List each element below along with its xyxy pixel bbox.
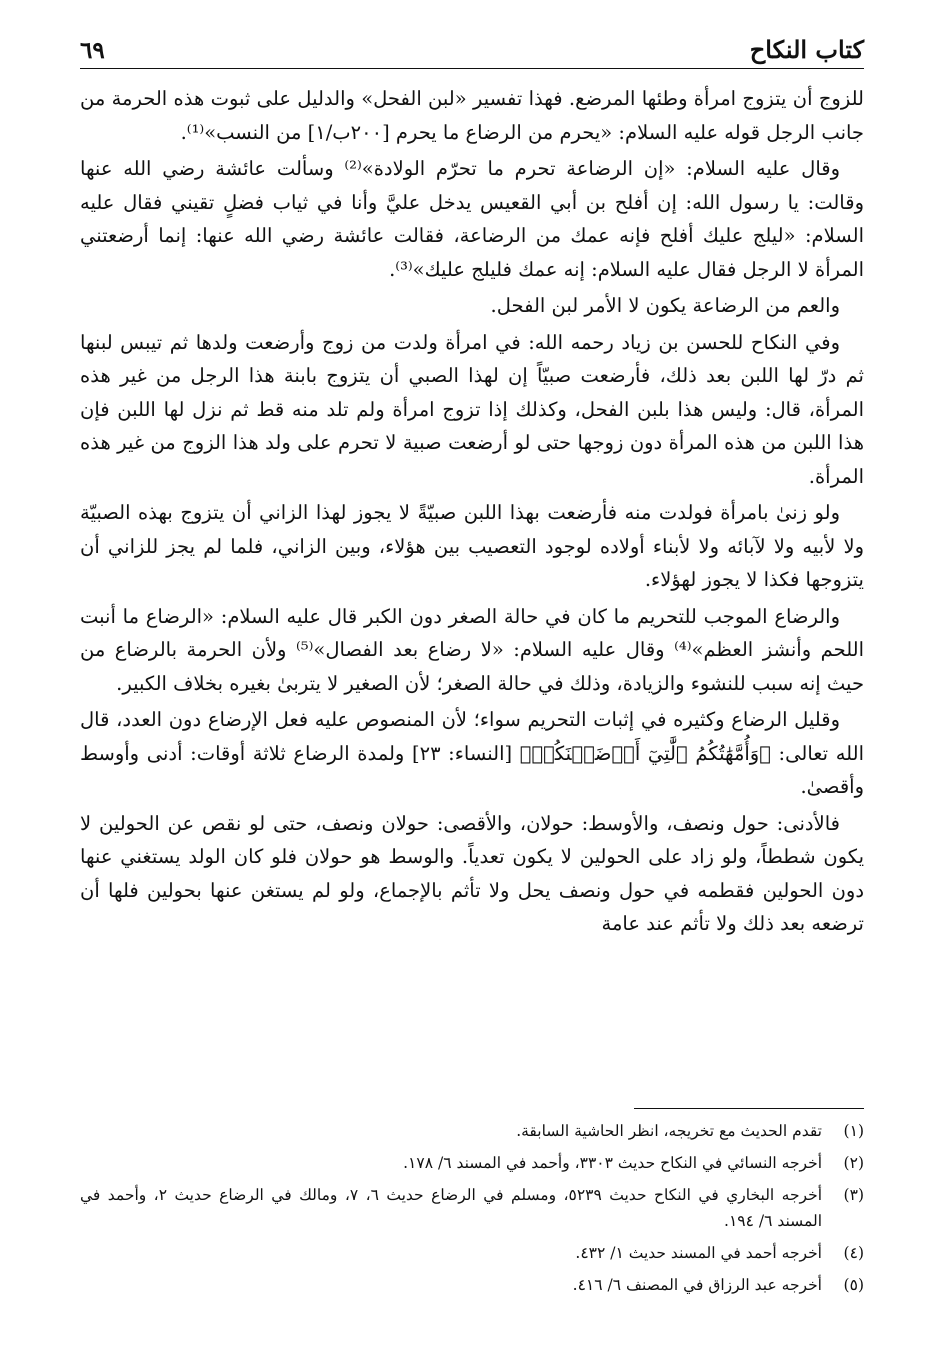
footnote xyxy=(80,1150,864,1176)
footnote-number: (٣) xyxy=(843,1186,864,1204)
body-text xyxy=(80,82,864,944)
paragraph: وقال عليه السلام: «إن الرضاعة تحرم ما تحرّم الولادة»⁽²⁾ وسألت عائشة رضي الله عنها وقالت: يا رسول الله: إن أفلح بن أبي القعيس يدخل عليَّ وأنا في ثياب فضلٍ تقيني فقال عليه السلام: «ليلج عليك أفلح فإنه عمك من الرضاعة، فقالت عائشة رضي الله عنها: إنما أرضعتني المرأة لا الرجل فقال عليه السلام: إنه عمك فليلج عليك»⁽³⁾. xyxy=(80,157,864,281)
footnote xyxy=(80,1240,864,1266)
paragraph: وقليل الرضاع وكثيره في إثبات التحريم سواء؛ لأن المنصوص عليه فعل الإرضاع دون العدد، قال الله تعالى: ﴿وَأُمَّهَٰتُكُمُ ٱلَّٰتِيٓ أَرۡضَعۡنَكُمۡ﴾ [النساء: ٢٣] ولمدة الرضاع ثلاثة أوقات: أدنى وأوسط وأقصىٰ. xyxy=(80,708,864,798)
footnote-separator xyxy=(634,1108,864,1109)
paragraph: ولو زنىٰ بامرأة فولدت منه فأرضعت بهذا اللبن صبيّةً لا يجوز لهذا الزاني أن يتزوج بهذه الصبيّة ولا لأبيه ولا لآبائه ولا لأبناء أولاده لوجود التعصيب بين هؤلاء، وبين الزاني، فلما لم يجز للزاني أن يتزوجها فكذا لا يجوز لهؤلاء. xyxy=(80,501,864,591)
footnote xyxy=(80,1118,864,1144)
footnote-text: أخرجه البخاري في النكاح حديث ٥٢٣٩، ومسلم في الرضاع حديث ٦، ٧، ومالك في الرضاع حديث ٢، وأحمد في المسند ٦/ ١٩٤. xyxy=(80,1186,822,1230)
footnotes xyxy=(80,1118,864,1304)
paragraph: فالأدنى: حول ونصف، والأوسط: حولان، والأقصى: حولان ونصف، حتى لو نقص عن الحولين لا يكون شططاً، ولو زاد على الحولين لا يكون تعدياً. والوسط هو حولان فلو كان الولد يستغني عنها دون الحولين فقطمه في حول ونصف يحل ولا تأثم بالإجماع، ولو لم يستغن عنها بحولين فلها أن ترضعه بعد ذلك ولا تأثم عند عامة xyxy=(80,811,864,935)
footnote-text: أخرجه أحمد في المسند حديث ١/ ٤٣٢. xyxy=(575,1244,822,1262)
paragraph: وفي النكاح للحسن بن زياد رحمه الله: في امرأة ولدت من زوج وأرضعت ولدها ثم تيبس لبنها ثم درّ لها اللبن بعد ذلك، فأرضعت صبيّاً إن لهذا الصبي أن يتزوج بابنة هذا الرجل من غير هذه المرأة، قال: وليس هذا بلبن الفحل، وكذلك إذا تزوج امرأة ولم تلد منه قط ثم نزل لها اللبن فإن هذا اللبن من هذه المرأة دون زوجها حتى لو أرضعت صبية لا تحرم على ولد هذا الزوج من غير هذه المرأة. xyxy=(80,330,864,488)
page-header xyxy=(80,22,864,64)
running-title: كتاب النكاح xyxy=(749,35,864,64)
page-number: ٦٩ xyxy=(80,37,105,64)
footnote-number: (٤) xyxy=(843,1244,864,1262)
footnote xyxy=(80,1182,864,1234)
footnote-number: (١) xyxy=(843,1122,864,1140)
footnote-number: (٥) xyxy=(843,1276,864,1294)
paragraph: والعم من الرضاعة يكون لا الأمر لبن الفحل. xyxy=(490,294,840,317)
paragraph: والرضاع الموجب للتحريم ما كان في حالة الصغر دون الكبر قال عليه السلام: «الرضاع ما أنبت اللحم وأنشز العظم»⁽⁴⁾ وقال عليه السلام: «لا رضاع بعد الفصال»⁽⁵⁾ ولأن الحرمة بالرضاع من حيث إنه سبب للنشوء والزيادة، وذلك في حالة الصغر؛ لأن الصغير لا يتربىٰ بغيره بخلاف الكبير. xyxy=(80,604,865,695)
footnote-text: أخرجه عبد الرزاق في المصنف ٦/ ٤١٦. xyxy=(572,1276,822,1294)
footnote xyxy=(80,1272,864,1298)
footnote-number: (٢) xyxy=(843,1154,864,1172)
footnote-text: أخرجه النسائي في النكاح حديث ٣٣٠٣، وأحمد في المسند ٦/ ١٧٨. xyxy=(403,1154,822,1172)
footnote-text: تقدم الحديث مع تخريجه، انظر الحاشية السابقة. xyxy=(516,1122,822,1140)
header-rule xyxy=(80,68,864,69)
paragraph: للزوج أن يتزوج امرأة وطئها المرضع. فهذا تفسير «لبن الفحل» والدليل على ثبوت هذه الحرمة من جانب الرجل قوله عليه السلام: «يحرم من الرضاع ما يحرم [٢٠٠ب/١] من النسب»⁽¹⁾. xyxy=(80,87,864,144)
